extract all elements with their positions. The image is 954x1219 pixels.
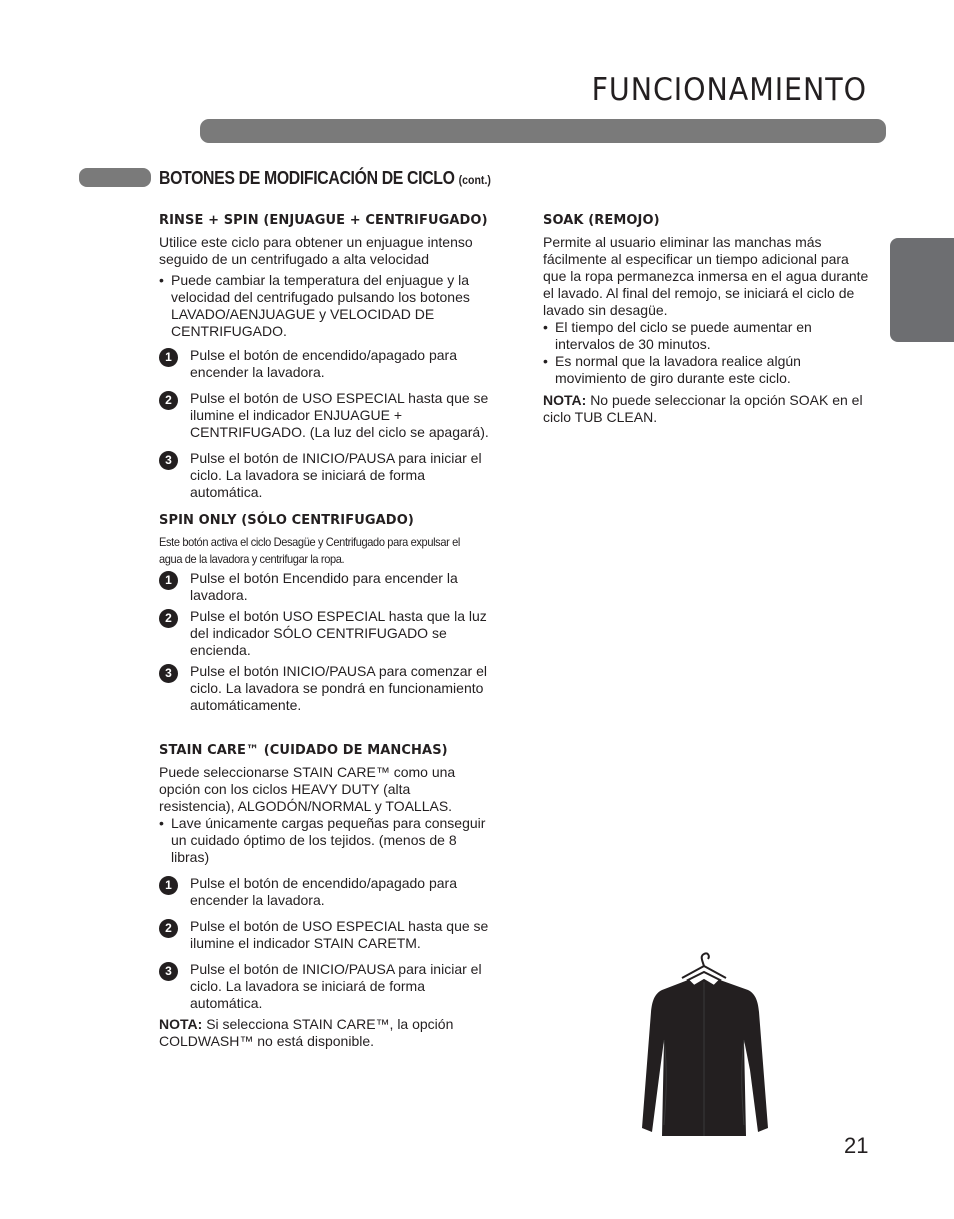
step-text: Pulse el botón Encendido para encender la lavadora. [190, 570, 458, 603]
shirt-on-hanger-icon [638, 950, 772, 1140]
language-tab-label: ESPAÑOL [888, 345, 903, 419]
language-tab [888, 238, 954, 419]
stain-care-bullet: • Lave únicamente cargas pequeñas para conseguir un cuidado óptimo de los tejidos. (menos de 8 libras) [159, 815, 489, 866]
step-number-icon: 3 [159, 451, 178, 470]
spin-only-title: SPIN ONLY (SÓLO CENTRIFUGADO) [159, 513, 414, 528]
step-text: Pulse el botón de USO ESPECIAL hasta que se ilumine el indicador ENJUAGUE + CENTRIFUGADO. (La luz del ciclo se apagará). [190, 390, 489, 440]
step-text: Pulse el botón USO ESPECIAL hasta que la luz del indicador SÓLO CENTRIFUGADO se encienda. [190, 608, 487, 658]
stain-care-step-3 [159, 961, 489, 1012]
soak-intro: Permite al usuario eliminar las manchas más fácilmente al especificar un tiempo adicional para que la ropa permanezca inmersa en el agua durante el lavado. Al final del remojo, se iniciará el ciclo de lavado sin desagüe. [543, 234, 869, 318]
section-heading-text: BOTONES DE MODIFICACIÓN DE CICLO [159, 168, 455, 188]
step-number-icon: 3 [159, 664, 178, 683]
step-number-icon: 2 [159, 609, 178, 628]
right-column [543, 212, 873, 426]
stain-care-intro: Puede seleccionarse STAIN CARE™ como una opción con los ciclos HEAVY DUTY (alta resistencia), ALGODÓN/NORMAL y TOALLAS. [159, 764, 456, 814]
soak-bullet-1: • El tiempo del ciclo se puede aumentar en intervalos de 30 minutos. [543, 319, 873, 353]
rinse-spin-intro: Utilice este ciclo para obtener un enjuague intenso seguido de un centrifugado a alta velocidad [159, 234, 473, 267]
title-bar [200, 119, 886, 143]
rinse-spin-step-1 [159, 347, 489, 381]
step-number-icon: 2 [159, 919, 178, 938]
note-text: Si selecciona STAIN CARE™, la opción COLDWASH™ no está disponible. [159, 1016, 454, 1049]
step-text: Pulse el botón de encendido/apagado para encender la lavadora. [190, 347, 457, 380]
note-label: NOTA: [543, 392, 587, 408]
step-number-icon: 1 [159, 348, 178, 367]
soak-note [543, 392, 873, 426]
step-text: Pulse el botón de encendido/apagado para encender la lavadora. [190, 875, 457, 908]
stain-care-step-1 [159, 875, 489, 909]
soak-bullet-2: • Es normal que la lavadora realice algún movimiento de giro durante este ciclo. [543, 353, 873, 387]
rinse-spin-step-3 [159, 450, 489, 501]
spin-only-step-3 [159, 663, 489, 714]
note-label: NOTA: [159, 1016, 203, 1032]
note-text: No puede seleccionar la opción SOAK en el ciclo TUB CLEAN. [543, 392, 863, 425]
section-heading [159, 168, 491, 189]
left-column [159, 212, 489, 1050]
step-text: Pulse el botón de INICIO/PAUSA para iniciar el ciclo. La lavadora se iniciará de forma automática. [190, 450, 482, 500]
rinse-spin-title: RINSE + SPIN (ENJUAGUE + CENTRIFUGADO) [159, 213, 488, 228]
step-number-icon: 1 [159, 571, 178, 590]
step-number-icon: 1 [159, 876, 178, 895]
stain-care-title: STAIN CARE™ (CUIDADO DE MANCHAS) [159, 743, 448, 758]
section-pill [79, 168, 151, 187]
spin-only-step-2 [159, 608, 489, 659]
stain-care-note [159, 1016, 489, 1050]
page-title: FUNCIONAMIENTO [591, 72, 867, 108]
step-text: Pulse el botón INICIO/PAUSA para comenzar el ciclo. La lavadora se pondrá en funcionamiento automáticamente. [190, 663, 487, 713]
step-text: Pulse el botón de USO ESPECIAL hasta que se ilumine el indicador STAIN CARETM. [190, 918, 489, 951]
rinse-spin-bullet: • Puede cambiar la temperatura del enjuague y la velocidad del centrifugado pulsando los botones LAVADO/AENJUAGUE y VELOCIDAD DE CENTRIFUGADO. [159, 272, 489, 340]
spin-only-intro: Este botón activa el ciclo Desagüe y Centrifugado para expulsar el agua de la lavadora y centrifugar la ropa. [159, 535, 460, 566]
section-heading-suffix: (cont.) [458, 173, 491, 187]
step-number-icon: 3 [159, 962, 178, 981]
rinse-spin-step-2 [159, 390, 489, 441]
step-number-icon: 2 [159, 391, 178, 410]
step-text: Pulse el botón de INICIO/PAUSA para iniciar el ciclo. La lavadora se iniciará de forma automática. [190, 961, 482, 1011]
stain-care-step-2 [159, 918, 489, 952]
soak-title: SOAK (REMOJO) [543, 213, 660, 228]
page-number: 21 [844, 1133, 869, 1158]
spin-only-step-1 [159, 570, 489, 604]
